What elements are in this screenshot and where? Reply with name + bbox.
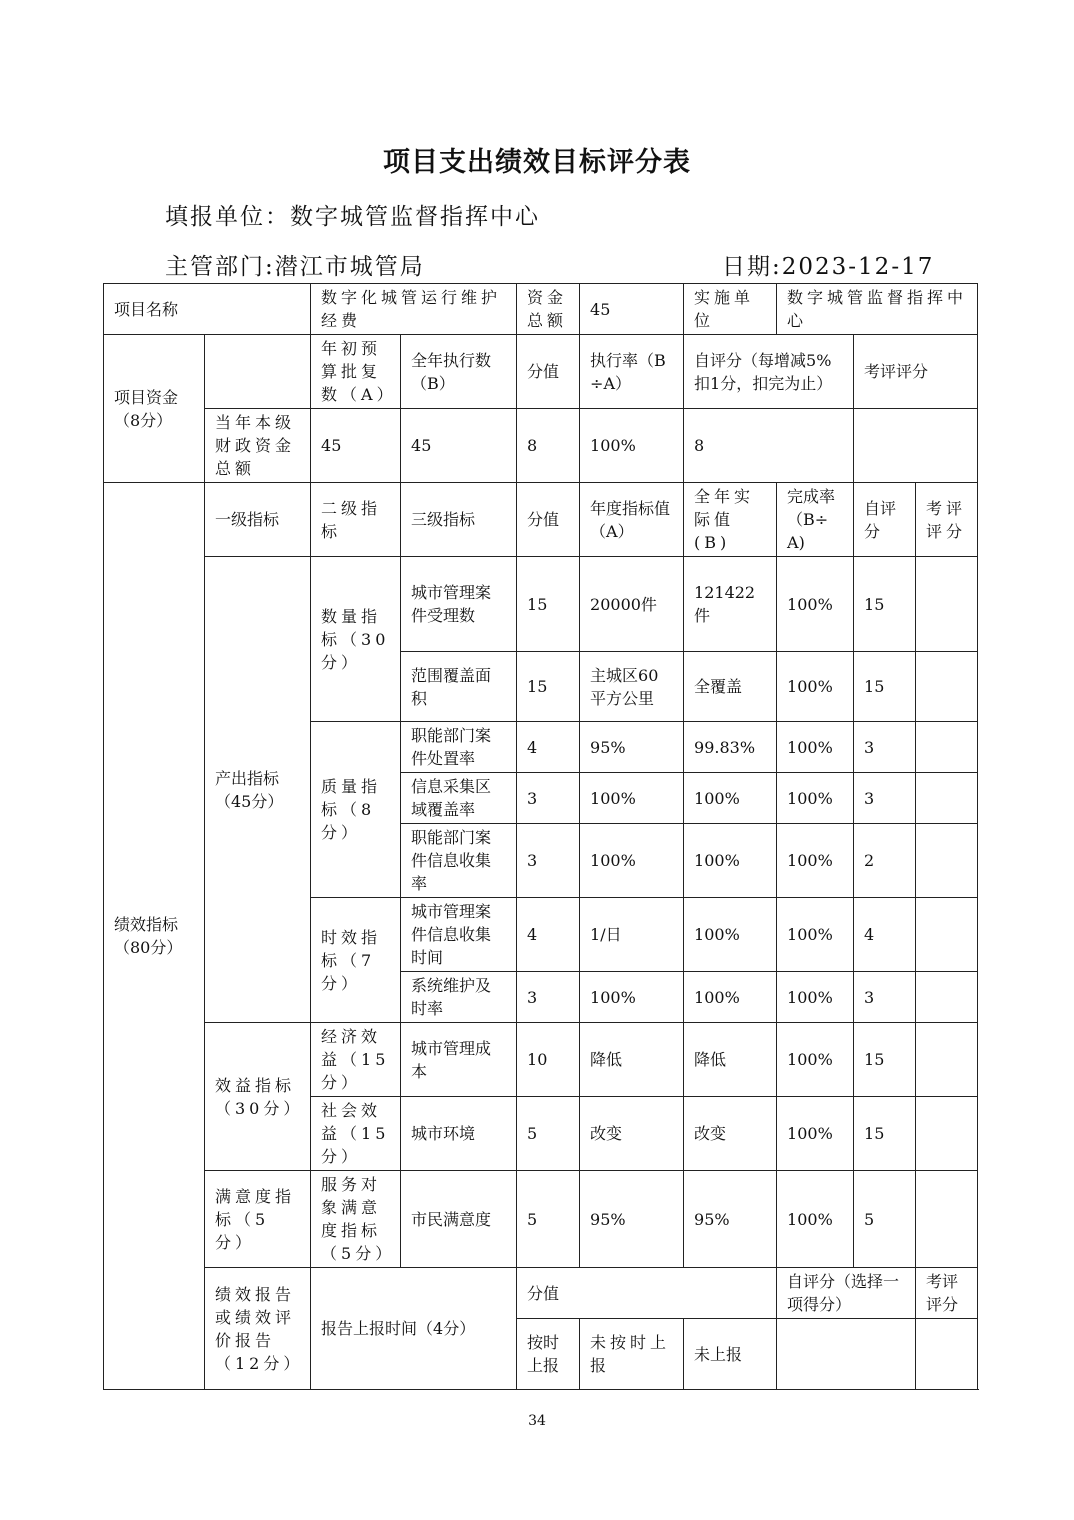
target-cell: 95% [580,722,684,773]
rate-cell: 100% [777,773,854,824]
funds-blank-cell [205,335,311,409]
score-cell: 4 [517,722,580,773]
rate-cell: 100% [777,722,854,773]
l3-cell: 城市管理案件受理数 [401,557,517,652]
l3-cell: 城市环境 [401,1097,517,1171]
funds-h-review: 考评评分 [854,335,978,409]
score-cell: 5 [517,1097,580,1171]
self-cell: 4 [854,898,916,972]
target-cell: 主城区60平方公里 [580,652,684,722]
report-on-time: 按时上报 [517,1319,580,1390]
impl-unit-label: 实施单位 [684,284,777,335]
supervisor-dept: 主管部门:潜江市城管局 [165,254,425,280]
score-cell: 4 [517,898,580,972]
rate-cell: 100% [777,898,854,972]
review-cell [916,1023,978,1097]
self-cell: 15 [854,652,916,722]
funds-row-label: 当年本级财政资金总额 [205,409,311,483]
economic-group-label: 经济效益（15分） [311,1023,401,1097]
self-cell: 3 [854,722,916,773]
funds-data-row [104,409,978,483]
actual-cell: 改变 [684,1097,777,1171]
review-cell [916,652,978,722]
target-cell: 1/日 [580,898,684,972]
funds-budget: 45 [311,409,401,483]
table-row [104,1171,978,1268]
time-group-label: 时效指标（7分） [311,898,401,1023]
funds-h-budget: 年初预算批复数（A） [311,335,401,409]
satisfaction-group-label: 满意度指标（5分） [205,1171,311,1268]
score-cell: 5 [517,1171,580,1268]
self-cell: 15 [854,1023,916,1097]
funds-score: 8 [517,409,580,483]
report-review-empty [916,1319,978,1390]
report-not-reported: 未上报 [684,1319,777,1390]
rate-cell: 100% [777,972,854,1023]
report-self-value [777,1319,916,1390]
output-group-label: 产出指标（45分） [205,557,311,1023]
project-name-label: 项目名称 [104,284,311,335]
benefit-group-label: 效益指标（30分） [205,1023,311,1171]
perf-h-target: 年度指标值（A） [580,483,684,557]
service-group-label: 服务对象满意度指标（5分） [311,1171,401,1268]
page-title: 项目支出绩效目标评分表 [383,147,691,178]
perf-h-l1: 一级指标 [205,483,311,557]
review-cell [916,898,978,972]
l3-cell: 城市管理案件信息收集时间 [401,898,517,972]
impl-unit-value: 数字城管监督指挥中心 [777,284,978,335]
table-row [104,557,978,652]
actual-cell: 100% [684,773,777,824]
report-self-label: 自评分（选择一项得分） [777,1268,916,1319]
project-name-value: 数字化城管运行维护经费 [311,284,517,335]
report-date: 日期:2023-12-17 [722,254,935,280]
perf-h-score: 分值 [517,483,580,557]
perf-h-rate: 完成率（B÷A) [777,483,854,557]
l3-cell: 信息采集区域覆盖率 [401,773,517,824]
quality-group-label: 质量指标（8分） [311,722,401,898]
target-cell: 20000件 [580,557,684,652]
rate-cell: 100% [777,652,854,722]
funds-h-score: 分值 [517,335,580,409]
self-cell: 15 [854,557,916,652]
perf-h-self: 自评分 [854,483,916,557]
actual-cell: 100% [684,898,777,972]
funds-self: 8 [684,409,854,483]
self-cell: 5 [854,1171,916,1268]
target-cell: 95% [580,1171,684,1268]
review-cell [916,722,978,773]
target-cell: 降低 [580,1023,684,1097]
funds-total-value: 45 [580,284,684,335]
rate-cell: 100% [777,1097,854,1171]
perf-h-review: 考评评分 [916,483,978,557]
l3-cell: 市民满意度 [401,1171,517,1268]
score-cell: 3 [517,773,580,824]
actual-cell: 99.83% [684,722,777,773]
report-review-label: 考评评分 [916,1268,978,1319]
score-cell: 10 [517,1023,580,1097]
perf-h-l2: 二级指标 [311,483,401,557]
l3-cell: 范围覆盖面积 [401,652,517,722]
perf-h-actual: 全年实际值(B) [684,483,777,557]
l3-cell: 职能部门案件信息收集率 [401,824,517,898]
score-table [103,283,978,1390]
perf-h-l3: 三级指标 [401,483,517,557]
table-row [104,1023,978,1097]
funds-review [854,409,978,483]
rate-cell: 100% [777,557,854,652]
rate-cell: 100% [777,1023,854,1097]
report-score-label: 分值 [517,1268,777,1319]
target-cell: 100% [580,972,684,1023]
review-cell [916,972,978,1023]
project-row [104,284,978,335]
perf-header-row [104,483,978,557]
l3-cell: 城市管理成本 [401,1023,517,1097]
score-cell: 15 [517,557,580,652]
actual-cell: 95% [684,1171,777,1268]
review-cell [916,1171,978,1268]
funds-total-label: 资金总额 [517,284,580,335]
l3-cell: 职能部门案件处置率 [401,722,517,773]
funds-h-self: 自评分（每增减5%扣1分，扣完为止） [684,335,854,409]
target-cell: 100% [580,773,684,824]
report-header-row [104,1268,978,1319]
actual-cell: 全覆盖 [684,652,777,722]
fill-unit: 填报单位：数字城管监督指挥中心 [165,204,540,230]
review-cell [916,1097,978,1171]
review-cell [916,557,978,652]
self-cell: 15 [854,1097,916,1171]
review-cell [916,824,978,898]
self-cell: 3 [854,972,916,1023]
quantity-group-label: 数量指标（30分） [311,557,401,722]
score-cell: 15 [517,652,580,722]
score-cell: 3 [517,972,580,1023]
funds-exec: 45 [401,409,517,483]
score-cell: 3 [517,824,580,898]
rate-cell: 100% [777,824,854,898]
self-cell: 2 [854,824,916,898]
target-cell: 100% [580,824,684,898]
actual-cell: 100% [684,824,777,898]
l3-cell: 系统维护及时率 [401,972,517,1023]
actual-cell: 100% [684,972,777,1023]
rate-cell: 100% [777,1171,854,1268]
target-cell: 改变 [580,1097,684,1171]
report-section-label: 绩效报告或绩效评价报告（12分） [205,1268,311,1390]
actual-cell: 121422件 [684,557,777,652]
page-number: 34 [528,1413,546,1429]
self-cell: 3 [854,773,916,824]
funds-section-label: 项目资金（8分） [104,335,205,483]
report-late: 未按时上报 [580,1319,684,1390]
perf-section-label: 绩效指标（80分） [104,483,205,1390]
funds-header-row [104,335,978,409]
funds-rate: 100% [580,409,684,483]
funds-h-rate: 执行率（B÷A） [580,335,684,409]
social-group-label: 社会效益（15分） [311,1097,401,1171]
actual-cell: 降低 [684,1023,777,1097]
funds-h-exec: 全年执行数（B） [401,335,517,409]
review-cell [916,773,978,824]
report-time-label: 报告上报时间（4分） [311,1268,517,1390]
